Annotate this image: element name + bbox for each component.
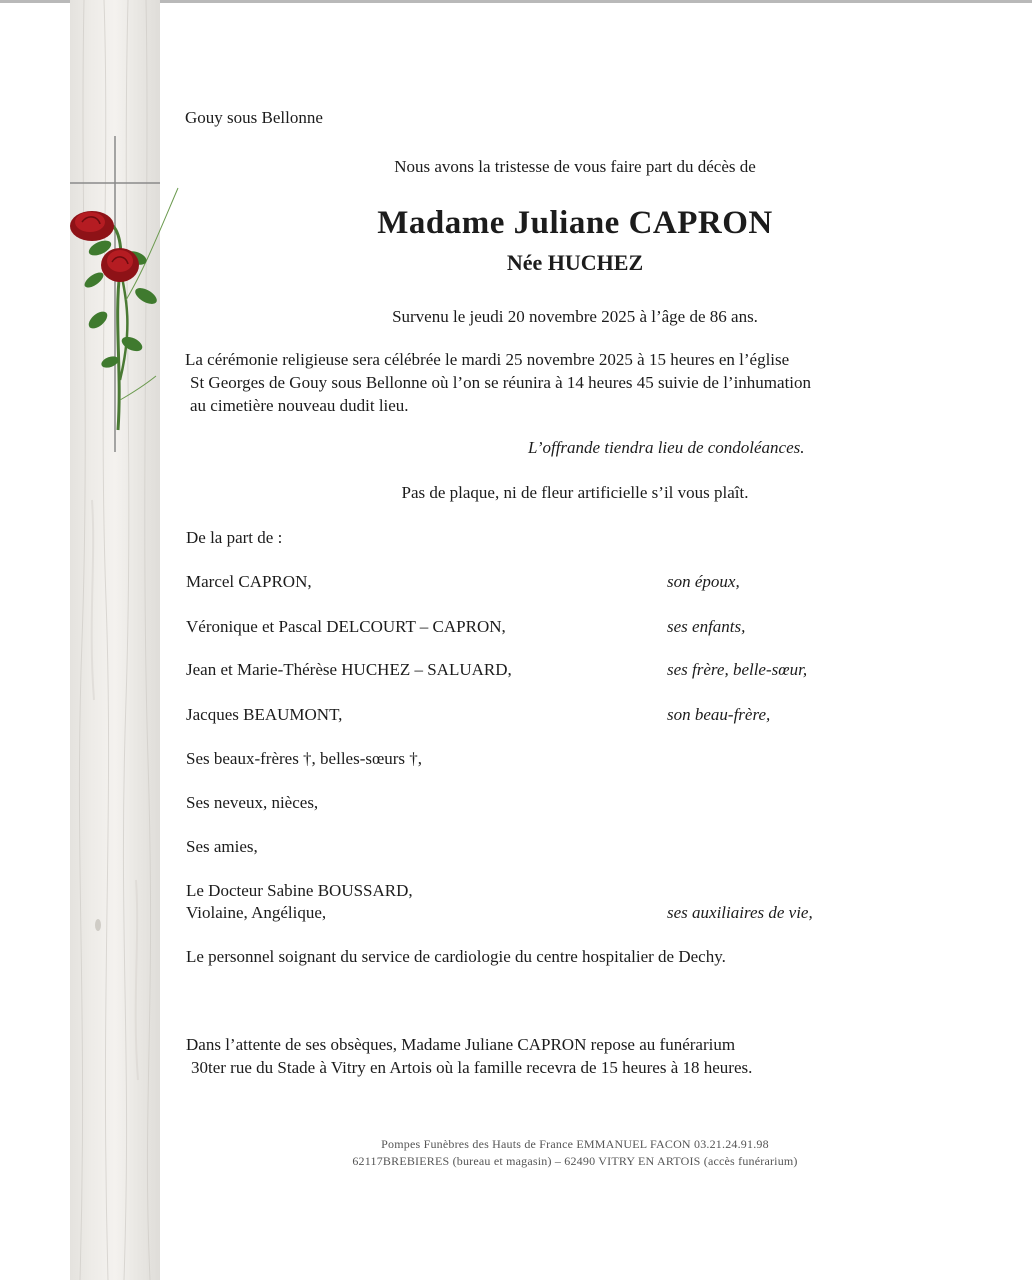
doctor-line-2: Violaine, Angélique,: [186, 903, 327, 922]
family-relation: son beau-frère,: [667, 705, 771, 724]
family-name: Véronique et Pascal DELCOURT – CAPRON,: [186, 617, 506, 636]
cross-with-roses-icon: [60, 130, 190, 460]
footer-line-1: Pompes Funèbres des Hauts de France EMMANUEL FACON 03.21.24.91.98: [381, 1137, 769, 1151]
ceremony-line-2: St Georges de Gouy sous Bellonne où l’on se réunira à 14 heures 45 suivie de l’inhumation: [190, 373, 812, 392]
staff-line: Le personnel soignant du service de cardiologie du centre hospitalier de Dechy.: [186, 947, 726, 966]
rose-top: [70, 211, 114, 241]
family-name: Ses beaux-frères †, belles-sœurs †,: [186, 749, 423, 768]
doctor-relation: ses auxiliaires de vie,: [667, 903, 813, 922]
family-name: Jacques BEAUMONT,: [186, 705, 343, 724]
family-relation: son époux,: [667, 572, 740, 591]
rose-bottom: [101, 248, 139, 282]
family-name: Ses amies,: [186, 837, 258, 856]
ceremony-line-1: La cérémonie religieuse sera célébrée le mardi 25 novembre 2025 à 15 heures en l’église: [185, 350, 790, 369]
offering-note: L’offrande tiendra lieu de condoléances.: [528, 438, 805, 457]
maiden-name: Née HUCHEZ: [506, 250, 644, 275]
intro-line: Nous avons la tristesse de vous faire part du décès de: [394, 157, 756, 176]
death-line: Survenu le jeudi 20 novembre 2025 à l’âge de 86 ans.: [392, 307, 758, 326]
location: Gouy sous Bellonne: [185, 108, 323, 127]
funeral-home-line-2: 30ter rue du Stade à Vitry en Artois où la famille recevra de 15 heures à 18 heures.: [191, 1058, 753, 1077]
footer-line-2: 62117BREBIERES (bureau et magasin) – 62490 VITRY EN ARTOIS (accès funérarium): [352, 1154, 798, 1168]
family-relation: ses frère, belle-sœur,: [667, 660, 808, 679]
deceased-name: Madame Juliane CAPRON: [377, 205, 773, 241]
doctor-line-1: Le Docteur Sabine BOUSSARD,: [186, 881, 413, 900]
funeral-home-line-1: Dans l’attente de ses obsèques, Madame Juliane CAPRON repose au funérarium: [186, 1035, 736, 1054]
family-name: Jean et Marie-Thérèse HUCHEZ – SALUARD,: [186, 660, 512, 679]
no-flowers-note: Pas de plaque, ni de fleur artificielle s’il vous plaît.: [401, 483, 749, 502]
family-relation: ses enfants,: [667, 617, 746, 636]
family-name: Marcel CAPRON,: [186, 572, 312, 591]
family-name: Ses neveux, nièces,: [186, 793, 319, 812]
ceremony-line-3: au cimetière nouveau dudit lieu.: [190, 396, 409, 415]
family-intro: De la part de :: [186, 528, 283, 547]
